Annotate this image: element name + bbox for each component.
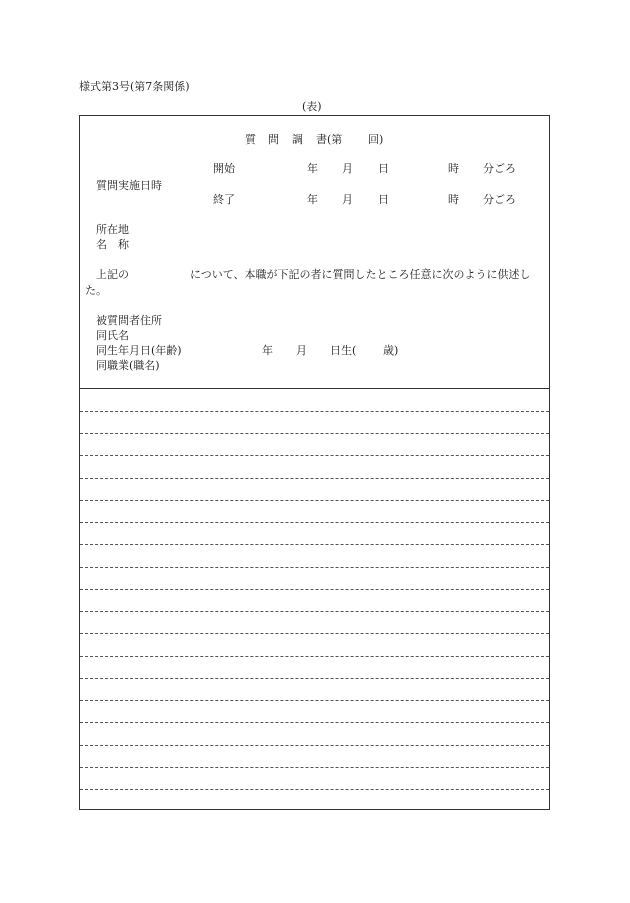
respondent-birth-label: 同生年月日(年齢) <box>96 344 182 357</box>
start-hour: 時 <box>448 162 459 175</box>
ruled-line <box>80 589 549 590</box>
ruled-line <box>80 500 549 501</box>
respondent-birth-year: 年 <box>262 344 273 357</box>
start-month: 月 <box>342 162 353 175</box>
end-minute: 分ごろ <box>483 193 516 206</box>
respondent-birth-month: 月 <box>296 344 307 357</box>
location-name-label: 名 称 <box>96 238 129 251</box>
title-char: 回) <box>368 133 384 146</box>
ruled-line <box>80 745 549 746</box>
respondent-address-label: 被質問者住所 <box>96 314 162 327</box>
ruled-line <box>80 433 549 434</box>
end-label: 終了 <box>213 193 235 206</box>
ruled-line <box>80 700 549 701</box>
ruled-line <box>80 411 549 412</box>
start-day: 日 <box>378 162 389 175</box>
start-label: 開始 <box>213 162 235 175</box>
statement-continuation: た。 <box>85 284 107 297</box>
respondent-occupation-label: 同職業(職名) <box>96 359 160 372</box>
ruled-line <box>80 789 549 790</box>
respondent-name-label: 同氏名 <box>96 329 129 342</box>
question-form <box>79 115 550 810</box>
title-char: 問 <box>268 133 279 146</box>
ruled-line <box>80 455 549 456</box>
ruled-line <box>80 722 549 723</box>
start-minute: 分ごろ <box>483 162 516 175</box>
title-char: 質 <box>245 133 256 146</box>
ruled-line <box>80 767 549 768</box>
form-number: 様式第3号(第7条関係) <box>79 80 190 93</box>
start-year: 年 <box>307 162 318 175</box>
title-char: 書(第 <box>316 133 343 146</box>
schedule-label: 質問実施日時 <box>96 179 162 192</box>
location-address-label: 所在地 <box>96 223 129 236</box>
end-month: 月 <box>342 193 353 206</box>
ruled-line <box>80 678 549 679</box>
end-hour: 時 <box>448 193 459 206</box>
section-divider <box>80 388 549 389</box>
side-label: (表) <box>302 100 322 113</box>
end-day: 日 <box>378 193 389 206</box>
respondent-age: 歳) <box>383 344 399 357</box>
ruled-line <box>80 567 549 568</box>
ruled-line <box>80 633 549 634</box>
statement-prefix: 上記の <box>96 268 129 281</box>
title-char: 調 <box>292 133 303 146</box>
ruled-line <box>80 478 549 479</box>
ruled-line <box>80 611 549 612</box>
respondent-birth-day: 日生( <box>330 344 357 357</box>
statement-text: について、本職が下記の者に質問したところ任意に次のように供述し <box>190 268 531 281</box>
ruled-line <box>80 522 549 523</box>
ruled-line <box>80 656 549 657</box>
end-year: 年 <box>307 193 318 206</box>
ruled-line <box>80 544 549 545</box>
